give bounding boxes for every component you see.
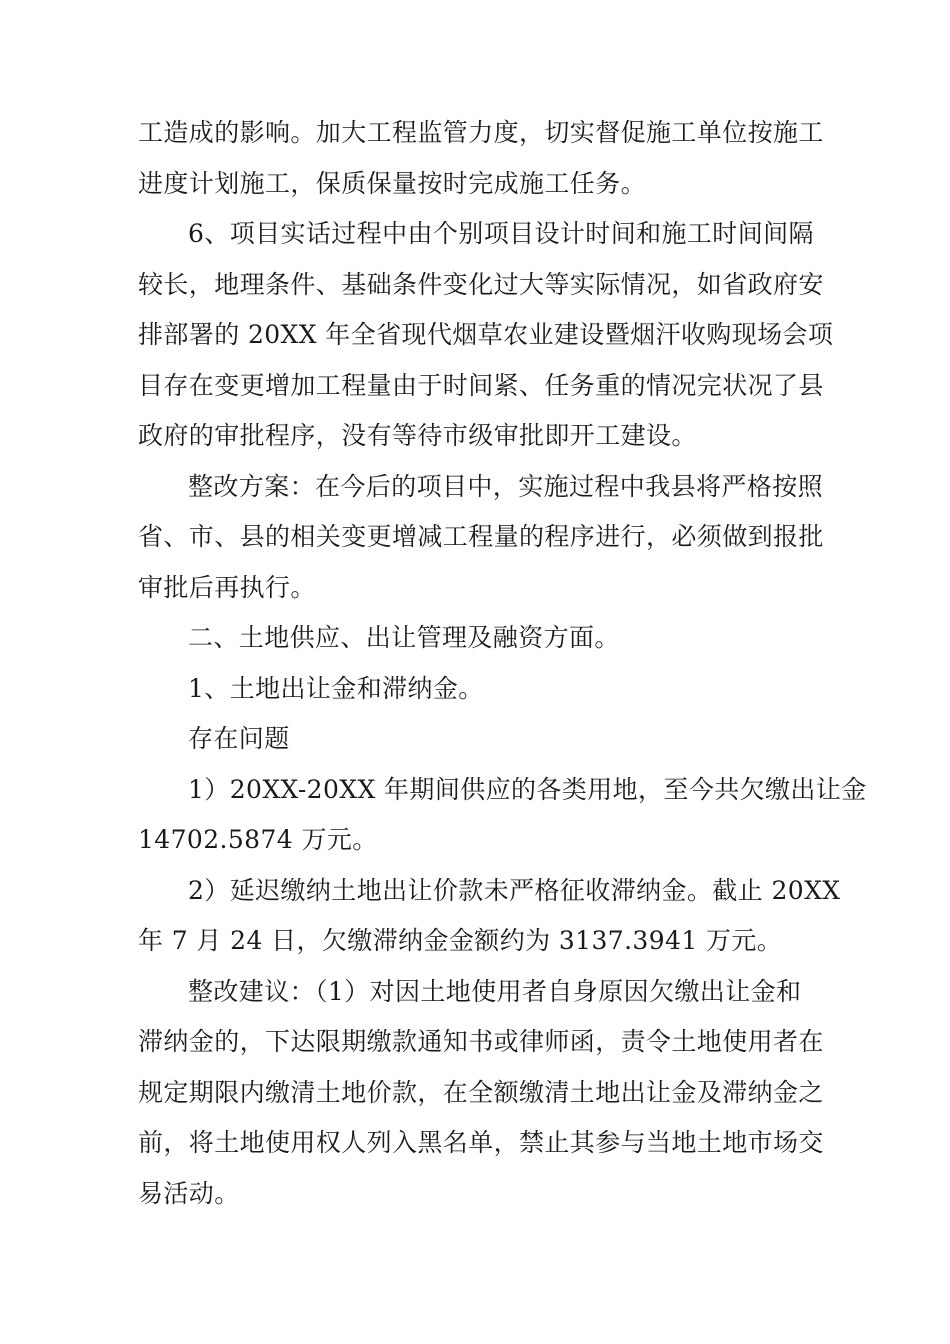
text-line: 进度计划施工，保质保量按时完成施工任务。 xyxy=(138,168,647,198)
text-line: 1）20XX-20XX 年期间供应的各类用地，至今共欠缴出让金 xyxy=(188,774,867,804)
subsection-heading: 1、土地出让金和滞纳金。 xyxy=(188,673,484,703)
text-line: 省、市、县的相关变更增减工程量的程序进行，必须做到报批 xyxy=(138,522,824,551)
text-line: 目存在变更增加工程量由于时间紧、任务重的情况完状况了县 xyxy=(138,370,824,400)
text-line: 政府的审批程序，没有等待市级审批即开工建设。 xyxy=(138,421,697,450)
text-line: 14702.5874 万元。 xyxy=(138,825,378,854)
text-line: 整改建议：（1）对因土地使用者自身原因欠缴出让金和 xyxy=(188,976,802,1006)
text-line: 整改方案：在今后的项目中，实施过程中我县将严格按照 xyxy=(188,471,824,501)
section-heading: 二、土地供应、出让管理及融资方面。 xyxy=(188,623,620,652)
text-line: 6、项目实话过程中由个别项目设计时间和施工时间间隔 xyxy=(188,219,814,248)
document-body xyxy=(138,108,867,1219)
text-line: 前，将土地使用权人列入黑名单，禁止其参与当地土地市场交 xyxy=(138,1128,824,1157)
text-line: 2）延迟缴纳土地出让价款未严格征收滞纳金。截止 20XX xyxy=(188,875,841,905)
text-line: 较长，地理条件、基础条件变化过大等实际情况，如省政府安 xyxy=(138,269,824,299)
text-line: 排部署的 20XX 年全省现代烟草农业建设暨烟汗收购现场会项 xyxy=(138,320,834,349)
text-line: 工造成的影响。加大工程监管力度，切实督促施工单位按施工 xyxy=(138,118,824,147)
subsection-label: 存在问题 xyxy=(188,724,290,753)
text-line: 年 7 月 24 日，欠缴滞纳金金额约为 3137.3941 万元。 xyxy=(138,926,783,955)
text-line: 滞纳金的，下达限期缴款通知书或律师函，责令土地使用者在 xyxy=(138,1027,824,1056)
text-line: 易活动。 xyxy=(138,1178,240,1208)
text-line: 审批后再执行。 xyxy=(138,572,316,602)
text-line: 规定期限内缴清土地价款，在全额缴清土地出让金及滞纳金之 xyxy=(138,1077,824,1107)
